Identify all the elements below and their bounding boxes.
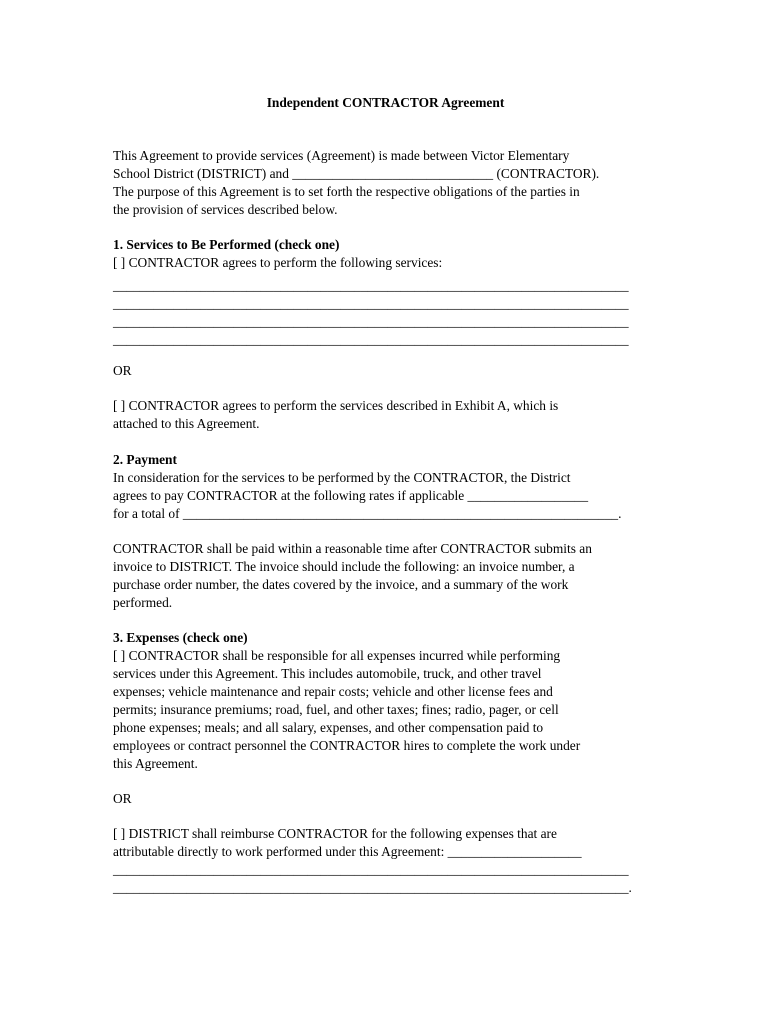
- section-heading: 2. Payment: [113, 452, 177, 467]
- expenses-option-a-line: employees or contract personnel the CONTRACTOR hires to complete the work under: [113, 738, 581, 753]
- expenses-option-a-line: permits; insurance premiums; road, fuel, and other taxes; fines; radio, pager, or cell: [113, 702, 559, 717]
- blank-line: _____________________________________________________________________________: [113, 278, 629, 293]
- section-expenses: [113, 629, 673, 773]
- payment-line: for a total of _________________________________________________________________.: [113, 506, 622, 521]
- services-or: [113, 362, 673, 380]
- services-option-a: [ ] CONTRACTOR agrees to perform the following services:: [113, 255, 443, 270]
- services-option-b-line: attached to this Agreement.: [113, 416, 260, 431]
- document-title: Independent CONTRACTOR Agreement: [266, 95, 505, 110]
- payment-paragraph-line: CONTRACTOR shall be paid within a reasonable time after CONTRACTOR submits an: [113, 541, 592, 556]
- blank-line: _____________________________________________________________________________: [113, 332, 629, 347]
- or-label: OR: [113, 363, 132, 378]
- payment-paragraph-line: purchase order number, the dates covered by the invoice, and a summary of the work: [113, 577, 569, 592]
- section-services: [113, 236, 673, 272]
- expenses-option-a-line: this Agreement.: [113, 756, 198, 771]
- expenses-option-b-line: _____________________________________________________________________________.: [113, 880, 632, 895]
- payment-line: In consideration for the services to be performed by the CONTRACTOR, the District: [113, 470, 571, 485]
- services-blank-lines: [113, 277, 673, 349]
- expenses-option-b: [113, 825, 673, 897]
- intro-line: School District (DISTRICT) and ______________________________ (CONTRACTOR).: [113, 166, 600, 181]
- expenses-option-b-line: attributable directly to work performed under this Agreement: ____________________: [113, 844, 582, 859]
- section-heading: 3. Expenses (check one): [113, 630, 248, 645]
- intro-line: The purpose of this Agreement is to set forth the respective obligations of the parties in: [113, 184, 580, 199]
- intro-line: the provision of services described below.: [113, 202, 338, 217]
- expenses-option-b-line: [ ] DISTRICT shall reimburse CONTRACTOR for the following expenses that are: [113, 826, 557, 841]
- section-payment: [113, 451, 673, 523]
- blank-line: _____________________________________________________________________________: [113, 296, 629, 311]
- expenses-option-a-line: [ ] CONTRACTOR shall be responsible for all expenses incurred while performing: [113, 648, 561, 663]
- expenses-option-a-line: services under this Agreement. This includes automobile, truck, and other travel: [113, 666, 542, 681]
- payment-line: agrees to pay CONTRACTOR at the following rates if applicable __________________: [113, 488, 589, 503]
- payment-paragraph: [113, 540, 673, 612]
- intro-paragraph: [113, 147, 673, 219]
- expenses-option-a-line: expenses; vehicle maintenance and repair costs; vehicle and other license fees and: [113, 684, 553, 699]
- expenses-option-b-line: _____________________________________________________________________________: [113, 862, 629, 877]
- intro-line: This Agreement to provide services (Agreement) is made between Victor Elementary: [113, 148, 570, 163]
- or-label: OR: [113, 791, 132, 806]
- payment-paragraph-line: performed.: [113, 595, 173, 610]
- payment-paragraph-line: invoice to DISTRICT. The invoice should include the following: an invoice number, a: [113, 559, 575, 574]
- services-option-b: [113, 397, 673, 433]
- section-heading: 1. Services to Be Performed (check one): [113, 237, 340, 252]
- expenses-option-a-line: phone expenses; meals; and all salary, expenses, and other compensation paid to: [113, 720, 544, 735]
- services-option-b-line: [ ] CONTRACTOR agrees to perform the services described in Exhibit A, which is: [113, 398, 559, 413]
- expenses-or: [113, 790, 673, 808]
- blank-line: _____________________________________________________________________________: [113, 314, 629, 329]
